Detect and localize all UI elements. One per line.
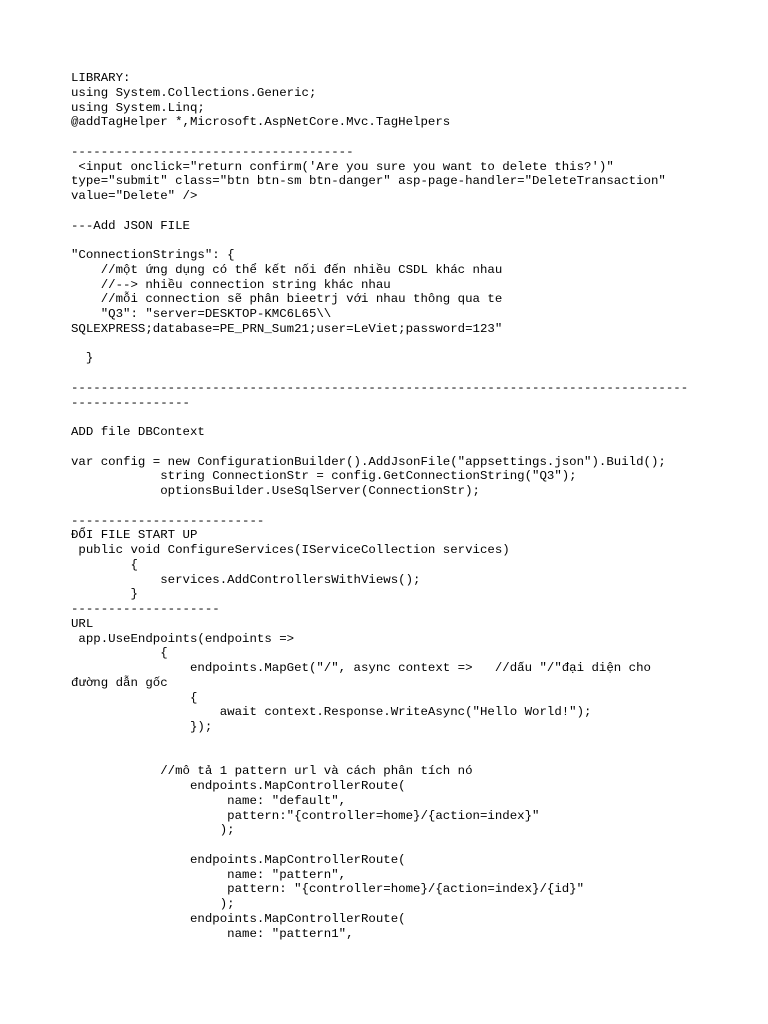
code-line — [71, 440, 761, 455]
code-line: ----------------------------------------------------------------------------------- — [71, 380, 689, 395]
code-line — [71, 130, 761, 145]
code-line: pattern: "{controller=home}/{action=index}/{id}" — [71, 882, 585, 897]
code-line: name: "pattern", — [71, 867, 347, 882]
code-line: app.UseEndpoints(endpoints => — [71, 631, 295, 646]
code-line — [71, 410, 761, 425]
code-line: services.AddControllersWithViews(); — [71, 572, 421, 587]
code-line: ); — [71, 897, 235, 911]
code-line: using System.Linq; — [71, 100, 205, 115]
code-line: URL — [71, 616, 94, 631]
code-line — [71, 499, 761, 514]
code-line: endpoints.MapControllerRoute( — [71, 911, 406, 926]
code-line: } — [71, 351, 94, 366]
code-line: await context.Response.WriteAsync("Hello World!"); — [71, 705, 592, 720]
code-line: using System.Collections.Generic; — [71, 85, 317, 100]
code-line: ĐỔI FILE START UP — [71, 528, 198, 543]
code-line: var config = new ConfigurationBuilder().AddJsonFile("appsettings.json").Build(); — [71, 454, 666, 469]
code-line: -------------------------- — [71, 513, 265, 528]
code-line: { — [71, 557, 138, 572]
document-page — [71, 71, 761, 941]
code-line: //--> nhiều connection string khác nhau — [71, 277, 391, 292]
code-line: ---------------- — [71, 395, 190, 410]
code-line: LIBRARY: — [71, 71, 131, 85]
code-line — [71, 337, 761, 352]
code-line: //mỗi connection sẽ phân bieetrj với nhau thông qua te — [71, 292, 503, 307]
code-line — [71, 750, 761, 765]
code-line: "ConnectionStrings": { — [71, 248, 235, 262]
code-line: name: "pattern1", — [71, 926, 354, 941]
code-line: //mô tả 1 pattern url và cách phân tích nó — [71, 764, 473, 779]
code-line: endpoints.MapControllerRoute( — [71, 852, 406, 867]
code-line: { — [71, 646, 168, 661]
code-line: } — [71, 587, 138, 602]
code-line: ); — [71, 823, 235, 838]
code-line — [71, 366, 761, 381]
code-line — [71, 204, 761, 219]
code-line: string ConnectionStr = config.GetConnectionString("Q3"); — [71, 469, 577, 484]
code-line: value="Delete" /> — [71, 189, 198, 203]
code-line: ---Add JSON FILE — [71, 218, 190, 233]
code-line: type="submit" class="btn btn-sm btn-danger" asp-page-handler="DeleteTransaction" — [71, 174, 666, 189]
code-line — [71, 233, 761, 248]
code-line: //một ứng dụng có thể kết nối đến nhiều CSDL khác nhau — [71, 262, 503, 277]
code-line: ADD file DBContext — [71, 425, 205, 439]
code-line: "Q3": "server=DESKTOP-KMC6L65\\ — [71, 307, 332, 321]
code-line: SQLEXPRESS;database=PE_PRN_Sum21;user=LeViet;password=123" — [71, 321, 503, 336]
code-line: }); — [71, 720, 213, 734]
code-line: đường dẫn gốc — [71, 675, 168, 690]
code-line: endpoints.MapControllerRoute( — [71, 779, 406, 793]
code-line: endpoints.MapGet("/", async context => //dấu "/"đại diện cho — [71, 661, 651, 675]
code-line: optionsBuilder.UseSqlServer(ConnectionStr); — [71, 484, 480, 498]
code-line: -------------------- — [71, 602, 220, 616]
code-line: name: "default", — [71, 793, 347, 808]
code-line: { — [71, 690, 198, 705]
code-line: public void ConfigureServices(IServiceCollection services) — [71, 543, 510, 557]
code-line: <input onclick="return confirm('Are you sure you want to delete this?')" — [71, 159, 614, 174]
code-line — [71, 735, 761, 750]
code-line: -------------------------------------- — [71, 144, 354, 159]
code-line: pattern:"{controller=home}/{action=index}" — [71, 808, 540, 823]
code-line — [71, 838, 761, 853]
code-line: @addTagHelper *,Microsoft.AspNetCore.Mvc.TagHelpers — [71, 115, 451, 130]
